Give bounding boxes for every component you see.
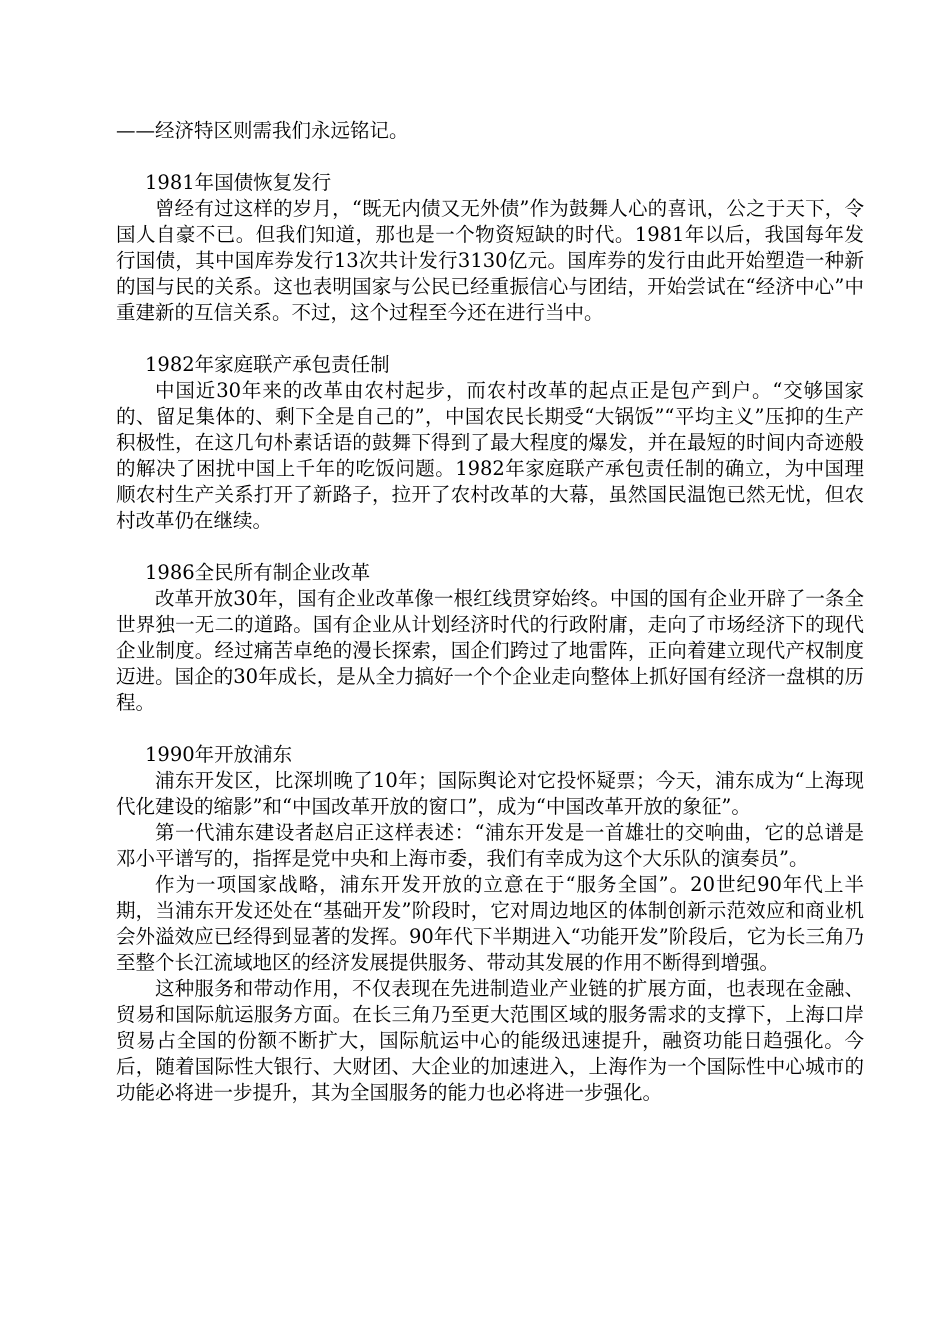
section-1990-pudong-opening bbox=[116, 742, 864, 1106]
section-heading: 1990年开放浦东 bbox=[145, 743, 293, 766]
section-heading: 1981年国债恢复发行 bbox=[145, 171, 332, 194]
section-paragraph: 中国近30年来的改革由农村起步，而农村改革的起点正是包产到户。“交够国家的、留足集体的、剩下全是自己的”，中国农民长期受“大锅饭”“平均主义”压抑的生产积极性，在这几句朴素话语的鼓舞下得到了最大程度的爆发，并在最短的时间内奇迹般的解决了困扰中国上千年的吃饭问题。1982年家庭联产承包责任制的确立，为中国理顺农村生产关系打开了新路子，拉开了农村改革的大幕，虽然国民温饱已然无忧，但农村改革仍在继续。 bbox=[116, 379, 864, 532]
section-heading: 1986全民所有制企业改革 bbox=[145, 561, 371, 584]
section-heading: 1982年家庭联产承包责任制 bbox=[145, 353, 390, 376]
section-paragraph: 曾经有过这样的岁月，“既无内债又无外债”作为鼓舞人心的喜讯，公之于天下，令国人自豪不已。但我们知道，那也是一个物资短缺的时代。1981年以后，我国每年发行国债，其中国库券发行13次共计发行3130亿元。国库券的发行由此开始塑造一种新的国与民的关系。这也表明国家与公民已经重振信心与团结，开始尝试在“经济中心”中重建新的互信关系。不过，这个过程至今还在进行当中。 bbox=[116, 197, 864, 324]
section-paragraph: 作为一项国家战略，浦东开发开放的立意在于“服务全国”。20世纪90年代上半期，当浦东开发还处在“基础开发”阶段时，它对周边地区的体制创新示范效应和商业机会外溢效应已经得到显著的发挥。90年代下半期进入“功能开发”阶段后，它为长三角乃至整个长江流域地区的经济发展提供服务、带动其发展的作用不断得到增强。 bbox=[116, 873, 864, 974]
section-paragraph: 这种服务和带动作用，不仅表现在先进制造业产业链的扩展方面，也表现在金融、贸易和国际航运服务方面。在长三角乃至更大范围区域的服务需求的支撑下，上海口岸贸易占全国的份额不断扩大，国际航运中心的能级迅速提升，融资功能日趋强化。今后，随着国际性大银行、大财团、大企业的加速进入，上海作为一个国际性中心城市的功能必将进一步提升，其为全国服务的能力也必将进一步强化。 bbox=[116, 977, 864, 1104]
intro-line: ——经济特区则需我们永远铭记。 bbox=[116, 119, 409, 142]
section-1981-treasury-bonds bbox=[116, 170, 864, 326]
section-1982-household-responsibility bbox=[116, 352, 864, 534]
document-page bbox=[116, 118, 864, 1106]
section-paragraph: 第一代浦东建设者赵启正这样表述：“浦东开发是一首雄壮的交响曲，它的总谱是邓小平谱写的，指挥是党中央和上海市委，我们有幸成为这个大乐队的演奏员”。 bbox=[116, 821, 864, 870]
section-1986-state-enterprise-reform bbox=[116, 560, 864, 716]
section-paragraph: 浦东开发区，比深圳晚了10年；国际舆论对它投怀疑票；今天，浦东成为“上海现代化建设的缩影”和“中国改革开放的窗口”，成为“中国改革开放的象征”。 bbox=[116, 769, 864, 818]
section-paragraph: 改革开放30年，国有企业改革像一根红线贯穿始终。中国的国有企业开辟了一条全世界独一无二的道路。国有企业从计划经济时代的行政附庸，走向了市场经济下的现代企业制度。经过痛苦卓绝的漫长探索，国企们跨过了地雷阵，正向着建立现代产权制度迈进。国企的30年成长，是从全力搞好一个个企业走向整体上抓好国有经济一盘棋的历程。 bbox=[116, 587, 864, 714]
